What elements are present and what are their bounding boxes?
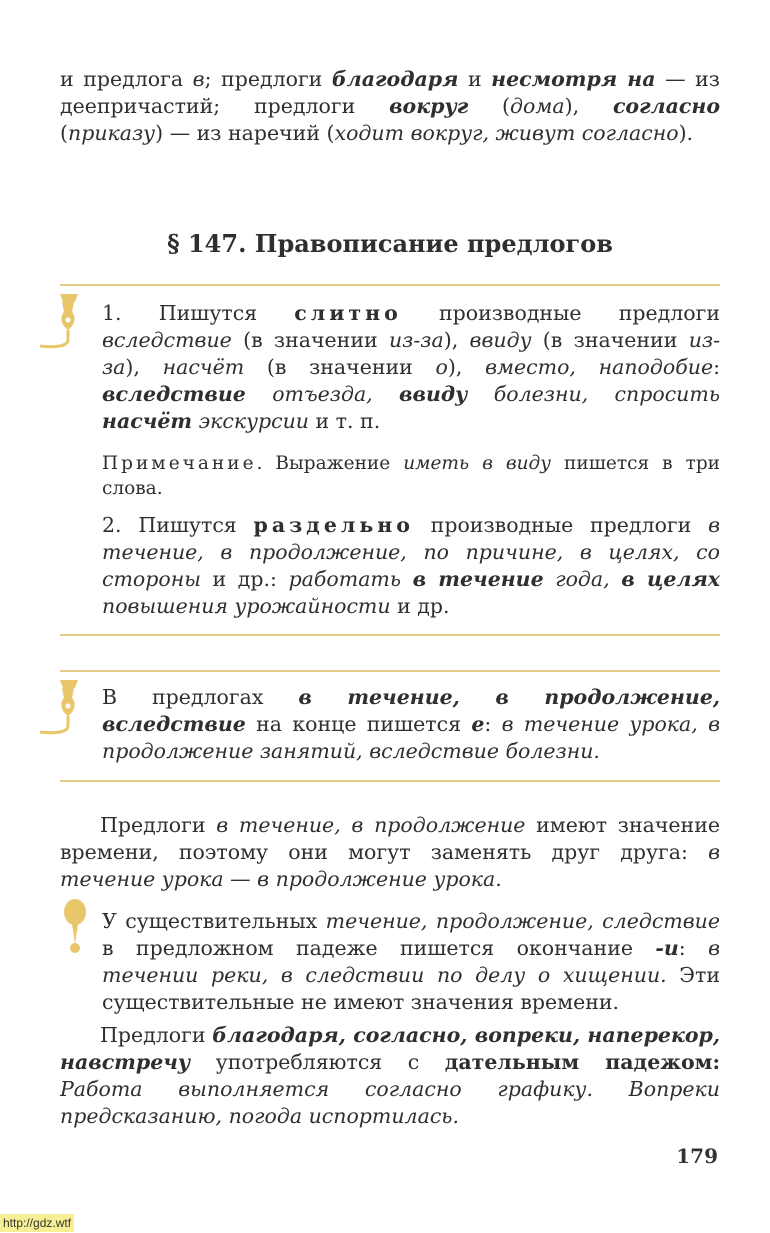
text: в течение xyxy=(412,567,544,591)
divider xyxy=(60,780,720,782)
text: е xyxy=(471,712,485,736)
paragraph-1 xyxy=(60,812,720,893)
text: . Выражение xyxy=(256,453,404,474)
text: Работа выполняется согласно графику. Вопреки предсказанию, погода испортилась. xyxy=(60,1077,720,1128)
text: о xyxy=(435,355,448,379)
text: в течение урока, в продолжение занятий, вследствие болезни. xyxy=(102,712,721,763)
text: Пишутся xyxy=(158,301,295,325)
text: : xyxy=(678,936,709,960)
text: в предложном падеже пишется окончание xyxy=(102,936,656,960)
text: и др.: xyxy=(200,567,289,591)
text: (в значении xyxy=(244,355,436,379)
rule-3 xyxy=(102,684,720,765)
text: в xyxy=(192,67,205,91)
text: отъезда, xyxy=(245,382,400,406)
rule-1 xyxy=(102,300,720,435)
paragraph-3 xyxy=(60,1022,720,1130)
text: ввиду xyxy=(469,328,532,352)
note-label: Примечание xyxy=(102,453,257,474)
text: (в значении xyxy=(531,328,689,352)
text: слитно xyxy=(294,301,402,325)
text: -и xyxy=(655,936,679,960)
text: и др. xyxy=(390,594,450,618)
text: ), xyxy=(443,328,470,352)
lightbulb-icon xyxy=(60,898,90,956)
page-number: 179 xyxy=(676,1144,718,1168)
text: пишется в три слова. xyxy=(102,453,720,499)
text: дома xyxy=(510,94,565,118)
text: производные предлоги xyxy=(401,301,721,325)
quill-pen-icon xyxy=(38,676,90,738)
text: дательным падежом xyxy=(444,1050,713,1074)
text: — из деепричастий; предлоги xyxy=(60,67,720,118)
text: и т. п. xyxy=(308,409,381,433)
note xyxy=(102,451,720,501)
text: У существительных xyxy=(102,909,326,933)
text: в течение урока — в продолжение урока. xyxy=(60,840,720,891)
text: вследствие xyxy=(102,382,246,406)
list-number: 2. xyxy=(102,513,139,537)
text: ), xyxy=(125,355,163,379)
text: (в значении xyxy=(231,328,389,352)
text: вместо, наподобие xyxy=(485,355,714,379)
text: в течение, в продолжение, вследствие xyxy=(102,685,720,736)
text: Предлоги xyxy=(100,813,217,837)
text: несмотря на xyxy=(491,67,656,91)
text: раздельно xyxy=(253,513,414,537)
quill-pen-icon xyxy=(38,290,90,352)
text: иметь в виду xyxy=(403,453,552,474)
rule-2 xyxy=(102,512,720,620)
intro-paragraph xyxy=(60,66,720,147)
text: в течении реки, в следствии по делу о хищении. xyxy=(102,936,720,987)
text: согласно xyxy=(612,94,721,118)
text: ходит вокруг, живут согласно xyxy=(334,121,679,145)
text: : xyxy=(713,355,721,379)
divider xyxy=(60,284,720,286)
divider xyxy=(60,670,720,672)
list-number: 1. xyxy=(102,301,159,325)
text: повышения урожайности xyxy=(102,594,391,618)
text: ввиду xyxy=(399,382,468,406)
paragraph-2 xyxy=(102,908,720,1016)
text: : xyxy=(712,1050,721,1074)
text: благодаря, согласно, вопреки, наперекор, навстречу xyxy=(60,1023,720,1074)
watermark-link[interactable]: http://gdz.wtf xyxy=(0,1214,74,1232)
text: В предлогах xyxy=(102,685,299,709)
text: ), xyxy=(447,355,486,379)
text: ). xyxy=(678,121,694,145)
text: экскурсии xyxy=(192,409,309,433)
text: благодаря xyxy=(331,67,459,91)
text: насчёт xyxy=(162,355,245,379)
text: работать xyxy=(288,567,413,591)
text: вокруг xyxy=(389,94,469,118)
text: в целях xyxy=(621,567,720,591)
text: ( xyxy=(60,121,68,145)
text: и xyxy=(458,67,492,91)
text: течение, продолжение, следствие xyxy=(325,909,720,933)
text: ) — из наречий ( xyxy=(155,121,335,145)
text: в течение, в продолжение xyxy=(216,813,526,837)
text: болезни, спросить xyxy=(467,382,720,406)
text: Пишутся xyxy=(138,513,254,537)
text: ), xyxy=(564,94,613,118)
text: Эти существительные не имеют значения времени. xyxy=(102,963,720,1014)
text: ( xyxy=(468,94,511,118)
section-title: § 147. Правописание предлогов xyxy=(167,229,613,258)
text: Предлоги xyxy=(100,1023,213,1047)
text: из-за xyxy=(102,328,720,379)
text: ; предлоги xyxy=(204,67,332,91)
text: употребляются с xyxy=(190,1050,445,1074)
text: : xyxy=(484,712,502,736)
text: имеют значение времени, поэтому они могут заменять друг друга: xyxy=(60,813,720,864)
text: года, xyxy=(543,567,622,591)
text: на конце пишется xyxy=(245,712,472,736)
text: и предлога xyxy=(60,67,193,91)
text: приказу xyxy=(68,121,156,145)
divider xyxy=(60,634,720,636)
text: в течение, в продолжение, по причине, в целях, со стороны xyxy=(102,513,721,591)
text: вследствие xyxy=(102,328,232,352)
text: производные предлоги xyxy=(413,513,709,537)
text: насчёт xyxy=(102,409,193,433)
text: из-за xyxy=(388,328,444,352)
